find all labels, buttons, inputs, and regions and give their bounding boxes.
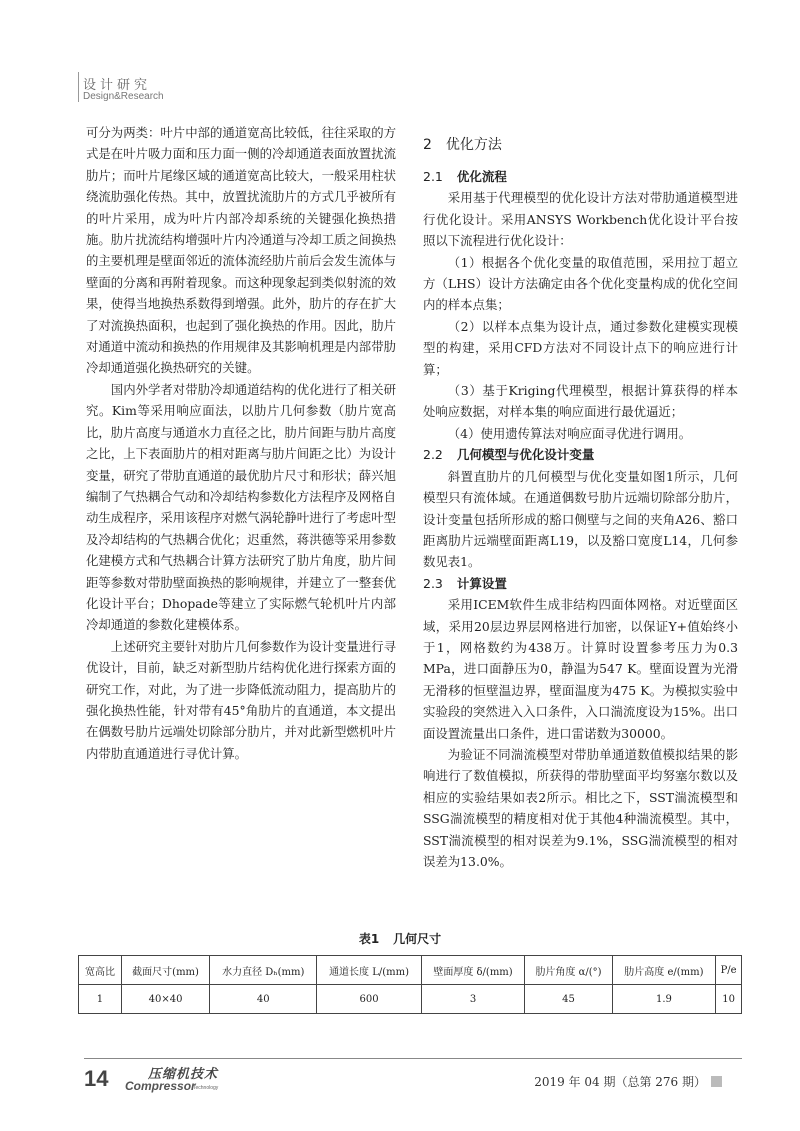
subsection-2-2-text: 斜置直肋片的几何模型与优化变量如图1所示，几何模型只有流体域。在通道偶数号肋片远端切除部分肋片，设计变量包括所形成的豁口侧壁与之间的夹角A26、豁口距离肋片远端壁面距离L19，以及豁口宽度L14，几何参数见表1。: [423, 468, 738, 570]
table-header-row: [79, 956, 742, 985]
header-rule: [78, 72, 79, 102]
section-title: 优化方法: [445, 137, 502, 153]
table-cell: 1.9: [612, 985, 715, 1014]
section-number: 2: [423, 137, 432, 153]
subsection-2-3-text-1: 采用ICEM软件生成非结构四面体网格。对近壁面区域，采用20层边界层网格进行加密，以保证Y+值始终小于1，网格数约为438万。计算时设置参考压力为0.3 MPa，进口面静压为0，静温为547 K。壁面设置为光滑无滑移的恒壁温边界，壁面温度为475 K。为模拟实验中实验段的突然进入入口条件，入口湍流度设为15%。出口面设置流量出口条件，进口雷诺数为30000。: [423, 597, 738, 741]
geometry-table: [78, 955, 742, 1014]
journal-logo-cn: 压缩机技术: [148, 1067, 219, 1082]
section-title-en: Design&Research: [83, 91, 164, 102]
table-cell: 40×40: [121, 985, 209, 1014]
table-header-cell: 肋片高度 e/(mm): [612, 956, 715, 985]
table-header-cell: P/e: [716, 956, 742, 985]
subsection-title: 几何模型与优化设计变量: [456, 447, 595, 463]
right-column: [423, 122, 738, 872]
journal-logo-en: Compressor: [125, 1079, 196, 1093]
subsection-number: 2.1: [423, 169, 443, 184]
table-row: [79, 985, 742, 1014]
subsection-number: 2.2: [423, 447, 443, 463]
subsection-2-1-heading: [423, 166, 738, 187]
table-header-cell: 水力直径 Dₕ(mm): [210, 956, 317, 985]
step-1: （1）根据各个优化变量的取值范围，采用拉丁超立方（LHS）设计方法确定由各个优化变量构成的优化空间内的样本点集；: [423, 254, 738, 313]
paragraph-2: 国内外学者对带肋冷却通道结构的优化进行了相关研究。Kim等采用响应面法，以肋片几何参数（肋片宽高比，肋片高度与通道水力直径之比，肋片间距与肋片高度之比，上下表面肋片的相对距离与肋片间距之比）为设计变量，研究了带肋直通道的最优肋片尺寸和形状；薛兴旭编制了气热耦合气动和冷却结构参数化方法程序及网格自动生成程序，采用该程序对燃气涡轮静叶进行了考虑叶型及冷却结构的气热耦合优化；迟重然，蒋洪德等采用参数化建模方式和气热耦合计算方法研究了肋片角度，肋片间距等参数对带肋壁面换热的影响规律，并建立了一整套优化设计平台；Dhopade等建立了实际燃气轮机叶片内部冷却通道的参数化建模体系。: [86, 381, 396, 633]
table-cell: 3: [421, 985, 525, 1014]
paragraph-1: 可分为两类：叶片中部的通道宽高比较低，往往采取的方式是在叶片吸力面和压力面一侧的冷却通道表面放置扰流肋片；而叶片尾缘区域的通道宽高比较大，一般采用柱状绕流肋强化传热。其中，放置扰流肋片的方式几乎被所有的叶片采用，成为叶片内部冷却系统的关键强化换热措施。肋片扰流结构增强叶片内冷通道与冷却工质之间换热的主要机理是壁面邻近的流体流经肋片前后会发生流体与壁面的分离和再附着现象。而这种现象起到类似射流的效果，使得当地换热系数得到增强。此外，肋片的存在扩大了对流换热面积，也起到了强化换热的作用。因此，肋片对通道中流动和换热的作用规律及其影响机理是内部带肋冷却通道强化换热研究的关键。: [86, 125, 396, 376]
section-2-heading: [423, 134, 738, 156]
table-cell: 45: [525, 985, 612, 1014]
issue-text: 2019 年 04 期（总第 276 期）: [534, 1075, 706, 1089]
subsection-title: 优化流程: [456, 169, 507, 184]
subsection-title: 计算设置: [456, 575, 507, 591]
page-number: 14: [84, 1066, 109, 1091]
table-cell: 10: [716, 985, 742, 1014]
table-cell: 1: [79, 985, 122, 1014]
table-header-cell: 宽高比: [79, 956, 122, 985]
table-header-cell: 通道长度 L/(mm): [317, 956, 421, 985]
table-header-cell: 截面尺寸(mm): [121, 956, 209, 985]
paragraph-3: 上述研究主要针对肋片几何参数作为设计变量进行寻优设计，目前，缺乏对新型肋片结构优化进行探索方面的研究工作，对此，为了进一步降低流动阻力，提高肋片的强化换热性能，针对带有45°角肋片的直通道，本文提出在偶数号肋片远端处切除部分肋片，并对此新型燃机叶片内带肋直通道进行寻优计算。: [86, 638, 396, 761]
subsection-2-3-heading: [423, 573, 738, 594]
subsection-number: 2.3: [423, 575, 443, 591]
left-column: [86, 122, 396, 764]
table-title: 几何尺寸: [393, 932, 442, 946]
table-header-cell: 肋片角度 α/(°): [525, 956, 612, 985]
table-cell: 600: [317, 985, 421, 1014]
table-cell: 40: [210, 985, 317, 1014]
step-3: （3）基于Kriging代理模型，根据计算获得的样本处响应数据，对样本集的响应面进行最优逼近；: [423, 383, 738, 420]
journal-logo-tag: Technology: [193, 1085, 219, 1091]
table-caption: [0, 930, 800, 947]
subsection-2-2-heading: [423, 444, 738, 465]
step-4: （4）使用遗传算法对响应面寻优进行调用。: [447, 425, 692, 441]
subsection-2-1-intro: 采用基于代理模型的优化设计方法对带肋通道模型进行优化设计。采用ANSYS Workbench优化设计平台按照以下流程进行优化设计：: [423, 190, 738, 249]
square-icon: [711, 1076, 722, 1087]
section-title-cn: 设计研究: [83, 78, 152, 93]
subsection-2-3-text-2: 为验证不同湍流模型对带肋单通道数值模拟结果的影响进行了数值模拟，所获得的带肋壁面平均努塞尔数以及相应的实验结果如表2所示。相比之下，SST湍流模型和SSG湍流模型的精度相对优于其他4种湍流模型。其中，SST湍流模型的相对误差为9.1%，SSG湍流模型的相对误差为13.0%。: [423, 746, 738, 869]
table-number: 表1: [358, 932, 380, 946]
issue-info: [534, 1073, 722, 1090]
table-header-cell: 壁面厚度 δ/(mm): [421, 956, 525, 985]
footer-rule: [84, 1058, 742, 1059]
step-2: （2）以样本点集为设计点，通过参数化建模实现模型的构建，采用CFD方法对不同设计点下的响应进行计算；: [423, 318, 738, 377]
